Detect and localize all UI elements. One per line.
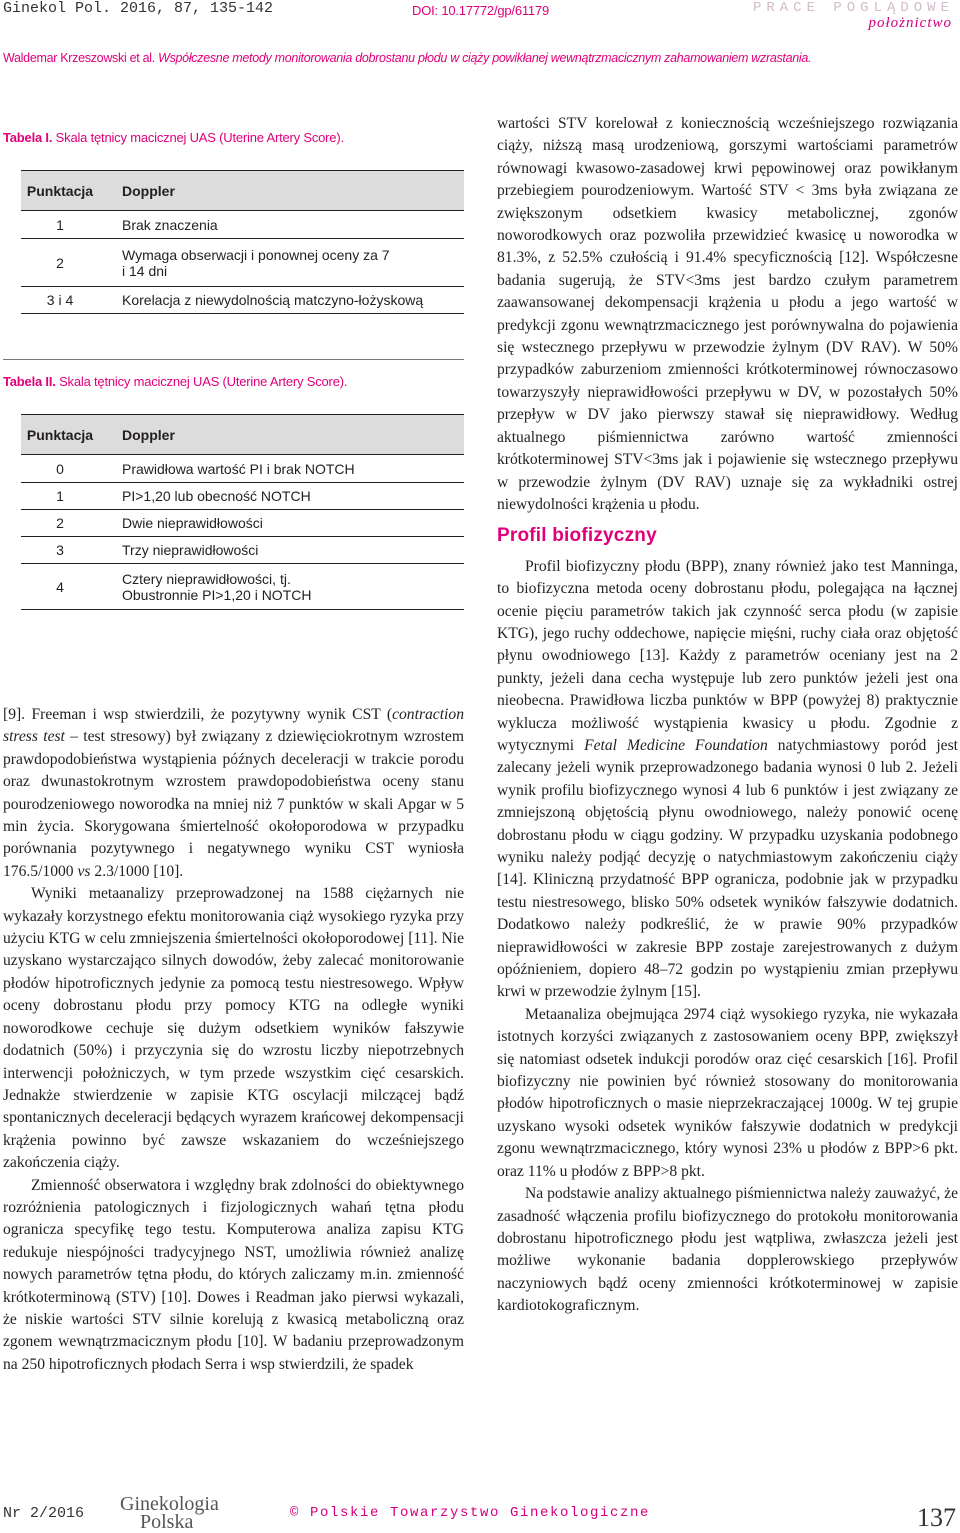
table1-caption: [3, 130, 344, 145]
left-paragraph-1: [3, 704, 464, 883]
right-text-column: [497, 113, 958, 1318]
right-paragraph-3: Metaanaliza obejmująca 2974 ciąż wysokiego ryzyka, nie wykazała istotnych korzyści związanych z zastosowaniem oceny BPP, zwiększył się natomiast odsetek indukcji porodów oraz cięć cesarskich [16]. Profil biofizyczny nie powinien być również stosowany do monitorowania płodów hipotroficznych o masie nieprzekraczającej 1000g. W tej grupie uzyskano wysoki odsetek wyników fałszywie dodatnich w predykcji zgonu wewnątrzmacicznego, który wynosi 23% u płodów z BPP>6 pkt. oraz 11% u płodów z BPP>8 pkt.: [497, 1005, 958, 1180]
table1-label: Tabela I.: [3, 130, 53, 145]
table1-cell-text: Korelacja z niewydolnością matczyno-łożyskową: [99, 287, 464, 314]
text-run: 2.3/1000 [10].: [90, 862, 184, 880]
table2-label: Tabela II.: [3, 374, 56, 389]
text-run: [9]. Freeman i wsp stwierdzili, że pozytywny wynik CST (: [3, 706, 393, 723]
left-paragraph-3: Zmienność obserwatora i względny brak zdolności do obiektywnego rozróżnienia patologicznych i fizjologicznych wahań tętna płodu ogranicza specyfikę tego testu. Komputerowa analiza zapisu KTG redukuje niespójności tradycyjnego NST, umożliwia również analizę nowych parametrów tętna płodu, do których zaliczamy m.in. zmienność krótkoterminową (STV) [10]. Dowes i Readman jako pierwsi wykazali, że niskie wartości STV silnie korelują z kwasicą metaboliczną oraz zgonem wewnątrzmacicznym płodu [10]. W badaniu przeprowadzonym na 250 hipotroficznych płodach Serra i wsp stwierdzili, że spadek: [3, 1176, 464, 1373]
table2-caption: [3, 374, 347, 389]
table2-cell-score: 3: [21, 537, 99, 564]
table2-cell-score: 4: [21, 564, 99, 610]
table2-cell-text: Prawidłowa wartość PI i brak NOTCH: [99, 455, 464, 483]
table1-cell-score: 2: [21, 239, 99, 287]
section-heading: Profil biofizyczny: [497, 525, 657, 547]
table-divider: [3, 359, 464, 360]
page-number: 137: [917, 1503, 956, 1532]
table-row: [21, 537, 464, 564]
table1-cell-score: 1: [21, 211, 99, 239]
table1-cell-score: 3 i 4: [21, 287, 99, 314]
journal-citation: Ginekol Pol. 2016, 87, 135-142: [3, 0, 274, 17]
running-authors: Waldemar Krzeszowski et al.: [3, 51, 159, 65]
logo-line-1: Ginekologia: [120, 1493, 219, 1515]
right-paragraph-2: [497, 556, 958, 1004]
table-row: [21, 287, 464, 314]
copyright-notice: © Polskie Towarzystwo Ginekologiczne: [290, 1505, 651, 1521]
doi-link[interactable]: DOI: 10.17772/gp/61179: [412, 3, 550, 18]
running-header: [3, 51, 958, 65]
logo-line-2: Polska: [140, 1511, 194, 1533]
table1-caption-text: Skala tętnicy macicznej UAS (Uterine Artery Score).: [52, 130, 344, 145]
journal-logo: [120, 1495, 219, 1531]
issue-number: Nr 2/2016: [3, 1505, 85, 1522]
italic-term: vs: [77, 862, 91, 880]
table-row: [21, 483, 464, 510]
text-run: – test stresowy) był związany z dziewięciokrotnym wzrostem prawdopodobieństwa wystąpienia późnych deceleracji w trakcie porodu oraz dwunastokrotnym wzrostem prawdopodobieństwa oceny stanu pourodzeniowego noworodka na mniej niż 7 punktów w skali Apgar w 5 min życia. Skorygowana śmiertelność okołoporodowa w przypadku porównania pozytywnego i negatywnego wyniku CST wyniosła 176.5/1000: [3, 728, 464, 880]
table-row: [21, 455, 464, 483]
italic-term: Fetal Medicine Foundation: [584, 736, 768, 754]
table2-header-row: [21, 415, 464, 455]
text-run: natychmiastowy poród jest zalecany jeżeli wynik przeprowadzonego badania wynosi 0 lub 2. Jeżeli wynik profilu biofizycznego wynosi 4 lub 6 punktów i jest związany ze zmniejszoną objętością płynu owodniowego, należy ponowić ocenę dobrostanu płodu w ciągu godziny. W przypadku uzyskania podobnego wyniku należy podjąć decyzję o natychmiastowym zakończeniu ciąży [14]. Kliniczną przydatność BPP ogranicza, podobnie jak w przypadku testu niestresowego, blisko 50% odsetek wyników fałszywie dodatnich. Dodatkowo należy podkreślić, że w prawie 90% przypadków nieprawidłowości w zakresie BPP zostaje zarejestrowanych z dużym opóźnieniem, dopiero 48–72 godzin po wystąpieniu zmian przepływu krwi w przewodzie żylnym [15].: [497, 736, 959, 1001]
running-title: Współczesne metody monitorowania dobrostanu płodu w ciąży powikłanej wewnątrzmacicznym zahamowaniem wzrastania.: [158, 51, 812, 65]
table2-cell-score: 0: [21, 455, 99, 483]
left-text-column: [3, 704, 464, 1376]
table-row: [21, 564, 464, 610]
table1-cell-text: Brak znaczenia: [99, 211, 464, 239]
table2-header-score: Punktacja: [21, 415, 99, 455]
table2-cell-text: PI>1,20 lub obecność NOTCH: [99, 483, 464, 510]
text-run: Profil biofizyczny płodu (BPP), znany również jako test Manninga, to biofizyczna metoda oceny dobrostanu płodu, polegająca na łącznej ocenie pięciu parametrów takich jak czynność serca płodu (w zapisie KTG), jego ruchy oddechowe, napięcie mięśni, ruchy ciała oraz objętość płynu owodniowego [13]. Każdy z parametrów oceniany jest na 2 punkty, jeżeli dana cecha występuje lub zero punktów jeżeli jest ona nieobecna. Prawidłowa liczba punktów w BPP (powyżej 8) praktycznie wyklucza możliwość wystąpienia kwasicy u płodu. Zgodnie z wytycznymi: [497, 557, 958, 754]
table-row: [21, 211, 464, 239]
table-row: [21, 239, 464, 287]
section-label: PRACE POGLĄDOWE: [752, 0, 954, 16]
italic-term: contraction stress test: [3, 706, 464, 746]
table2-cell-score: 2: [21, 510, 99, 537]
table1-header-score: Punktacja: [21, 171, 99, 211]
table1-cell-text: Wymaga obserwacji i ponownej oceny za 7 i 14 dni: [99, 239, 464, 287]
table1-header-doppler: Doppler: [99, 171, 464, 211]
table2-caption-text: Skala tętnicy macicznej UAS (Uterine Artery Score).: [55, 374, 348, 389]
table2-header-doppler: Doppler: [99, 415, 464, 455]
table2-cell-text: Cztery nieprawidłowości, tj. Obustronnie PI>1,20 i NOTCH: [99, 564, 464, 610]
table2-cell-text: Trzy nieprawidłowości: [99, 537, 464, 564]
right-paragraph-1: wartości STV korelował z koniecznością wcześniejszego rozwiązania ciąży, niższą masą urodzeniową, gorszymi wartościami parametrów równowagi kwasowo-zasadowej krwi pępowinowej oraz powikłanym przebiegiem pourodzeniowym. Wartość STV < 3ms była związana ze zwiększonym odsetkiem kwasicy metabolicznej, zgonów noworodkowych oraz pozwoliła przewidzieć kwasicę u noworodka w 81.3%, z 52.5% czułością i 91.4% specyficznością [12]. Współczesne badania sugerują, że STV<3ms jest bardzo czułym parametrem zaawansowanej dekompensacji krążenia u płodu a jego wartość w predykcji zgonu wewnątrzmacicznego jest porównywalna do pojawienia się wstecznego przepływu w przewodzie żylnym (DV RAV). W 50% przypadków zaburzeniom zmienności krótkoterminowej równoczasowo towarzyszyły nieprawidłowości przepływu w DV, w pozostałych 50% przepływ w DV jako pierwszy stawał się nieprawidłowy. Według aktualnego piśmiennictwa zarówno wartość zmienności krótkoterminowej STV<3ms jak i pojawienie się wstecznego przepływu w przewodzie żylnym (DV RAV) uznaje się za wykładniki ostrej niewydolności krążenia u płodu.: [497, 115, 958, 513]
subsection-label: położnictwo: [868, 15, 952, 31]
left-paragraph-2: Wyniki metaanalizy przeprowadzonej na 1588 ciężarnych nie wykazały korzystnego efektu monitorowania ciąż wysokiego ryzyka przy użyciu KTG w celu zmniejszenia śmiertelności okołoporodowej [11]. Nie uzyskano wystarczająco silnych dowodów, żeby zalecać monitorowanie płodów hipotroficznych jedynie za pomocą testu niestresowego. Wpływ oceny dobrostanu płodu przy pomocy KTG na odległe wyniki noworodkowe cechuje się dużym odsetkiem wyników fałszywie dodatnich (50%) i przyczynia się do wzrostu liczby niepotrzebnych interwencji położniczych, w tym przede wszystkim cięć cesarskich. Jednakże stwierdzenie w zapisie KTG oscylacji milczącej bądź spontanicznych deceleracji będących wyrazem krańcowej dekompensacji krążenia powinno być zawsze wskazaniem do wcześniejszego zakończenia ciąży.: [3, 885, 464, 1172]
table1: [21, 170, 464, 314]
table2: [21, 414, 464, 610]
table2-cell-text: Dwie nieprawidłowości: [99, 510, 464, 537]
right-paragraph-4: Na podstawie analizy aktualnego piśmiennictwa należy zauważyć, że zasadność włączenia profilu biofizycznego do protokołu monitorowania dobrostanu hipotroficznego płodu jest wątpliwa, zwłaszcza jeżeli jest możliwe wykonanie badania dopplerowskiego przepływów naczyniowych bądź oceny zmienności krótkoterminowej w zapisie kardiotokograficznym.: [497, 1185, 958, 1315]
table-row: [21, 510, 464, 537]
table1-header-row: [21, 171, 464, 211]
table2-cell-score: 1: [21, 483, 99, 510]
